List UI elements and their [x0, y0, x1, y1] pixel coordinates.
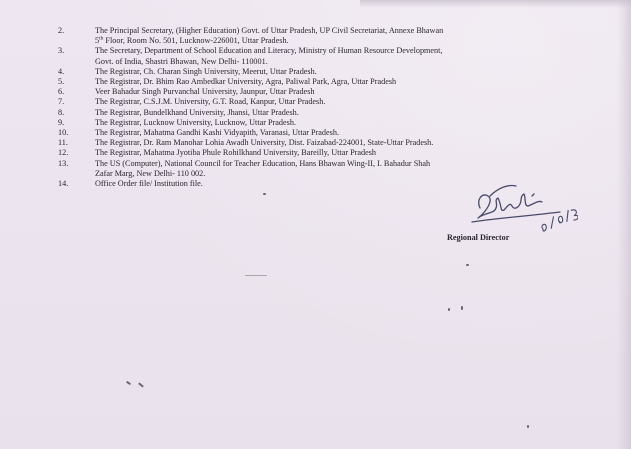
item-text: The Secretary, Department of School Education and Literacy, Ministry of Human Resource Development, [95, 46, 443, 56]
scan-speck [466, 264, 469, 266]
item-text: The Registrar, Ch. Charan Singh University, Meerut, Uttar Pradesh. [95, 66, 317, 76]
item-number: 12. [58, 148, 69, 158]
item-text: The Registrar, Mahatma Jyotiba Phule Rohilkhand University, Bareilly, Uttar Pradesh [95, 148, 377, 158]
handwritten-signature [468, 178, 578, 236]
item-text: The Principal Secretary, (Higher Education) Govt. of Uttar Pradesh, UP Civil Secretariat, Annexe Bhawan [95, 26, 444, 35]
item-text: 5th Floor, Room No. 501, Lucknow-226001, Uttar Pradesh. [95, 35, 289, 46]
scan-speck [263, 193, 266, 195]
item-number: 8. [58, 107, 65, 117]
item-number: 3. [58, 46, 65, 56]
item-number: 6. [58, 87, 65, 97]
item-number: 11. [58, 138, 68, 148]
scan-speck [448, 308, 450, 311]
item-number: 10. [58, 128, 69, 138]
item-number: 13. [58, 158, 69, 168]
list-item [58, 118, 528, 128]
item-number: 9. [58, 117, 65, 127]
page-edge [617, 0, 631, 449]
scan-speck [138, 382, 144, 387]
list-item [58, 138, 528, 148]
list-item [58, 77, 528, 87]
scan-speck [245, 275, 267, 276]
scan-speck [527, 425, 529, 428]
list-item [58, 26, 528, 46]
item-text: The Registrar, Mahatma Gandhi Kashi Vidyapith, Varanasi, Uttar Pradesh. [95, 128, 339, 138]
item-text: The Registrar, C.S.J.M. University, G.T. Road, Kanpur, Uttar Pradesh. [95, 97, 326, 107]
item-text: Office Order file/ Institution file. [95, 179, 203, 189]
list-item [58, 46, 528, 66]
item-text: The Registrar, Bundelkhand University, Jhansi, Uttar Pradesh. [95, 107, 299, 117]
item-text: Govt. of India, Shastri Bhawan, New Delhi- 110001. [95, 56, 268, 66]
item-text: The Registrar, Dr. Ram Manohar Lohia Awadh University, Dist. Faizabad-224001, State-Uttar Pradesh. [95, 138, 434, 148]
list-item [58, 148, 528, 158]
item-number: 14. [58, 179, 69, 189]
scan-shadow [360, 0, 631, 8]
item-text: Veer Bahadur Singh Purvanchal University, Jaunpur, Uttar Pradesh [95, 87, 315, 97]
item-number: 5. [58, 77, 65, 87]
list-item [58, 159, 528, 179]
item-text: Zafar Marg, New Delhi- 110 002. [95, 168, 206, 178]
list-item [58, 179, 528, 189]
item-text: The Registrar, Lucknow University, Lucknow, Uttar Pradesh. [95, 117, 296, 127]
item-number: 4. [58, 66, 65, 76]
scan-speck [461, 306, 463, 310]
designation: Regional Director [447, 233, 510, 242]
list-item [58, 87, 528, 97]
scan-speck [126, 381, 131, 386]
list-item [58, 108, 528, 118]
item-text: The Registrar, Dr. Bhim Rao Ambedkar University, Agra, Paliwal Park, Agra, Uttar Pradesh [95, 77, 397, 87]
list-item [58, 128, 528, 138]
addressee-list [58, 26, 528, 189]
list-item [58, 67, 528, 77]
item-text: The US (Computer), National Council for Teacher Education, Hans Bhawan Wing-II, I. Bahadur Shah [95, 158, 431, 168]
item-number: 2. [58, 26, 65, 35]
item-number: 7. [58, 97, 65, 107]
list-item [58, 97, 528, 107]
